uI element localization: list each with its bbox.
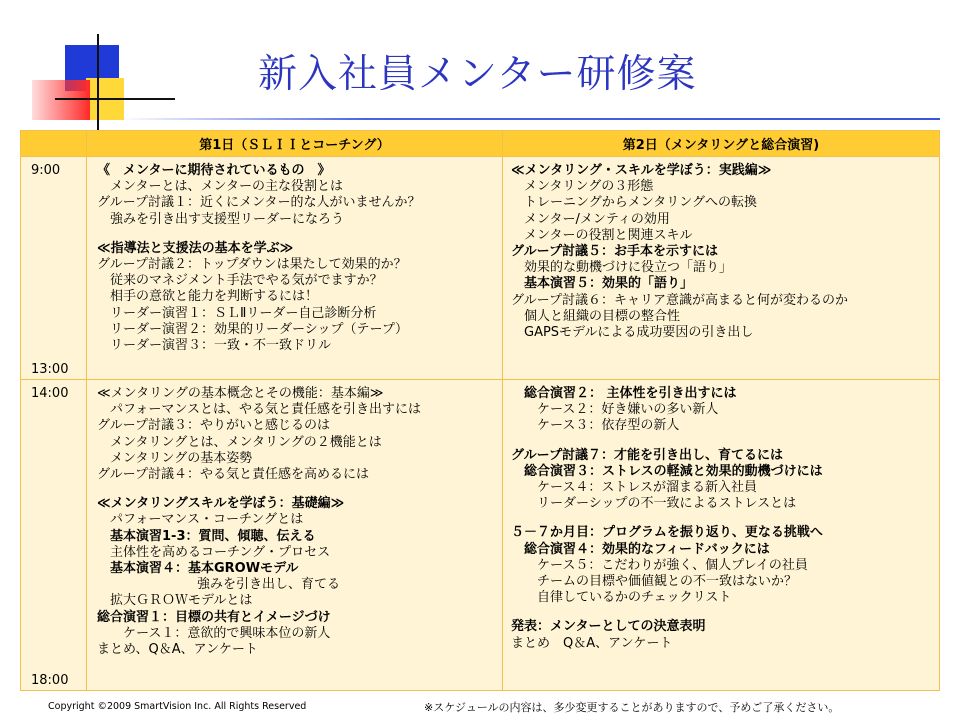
logo-red-square [32, 80, 90, 120]
schedule-line: 拡大ＧＲＯＷモデルとは [110, 593, 253, 609]
schedule-line: ケース２：好き嫌いの多い新人 [537, 402, 719, 418]
blank-line [511, 435, 939, 448]
schedule-line: 自律しているかのチェックリスト [537, 590, 732, 606]
morning-row [21, 157, 940, 380]
schedule-line: グループ討議２：トップダウンは果たして効果的か？ [97, 257, 407, 273]
day1-afternoon-content [87, 380, 502, 658]
schedule-line: 基本演習1-3：質問、傾聴、伝える [110, 528, 316, 544]
schedule-line: まとめ、Q＆A、アンケート [97, 642, 258, 658]
time-start: 14:00 [31, 386, 69, 401]
schedule-line: メンタリングの３形態 [524, 179, 654, 195]
schedule-line: 総合演習１：目標の共有とイメージづけ [97, 609, 331, 625]
schedule-line: 総合演習２： 主体性を引き出すには [524, 386, 737, 401]
schedule-line: リーダー演習２：効果的リーダーシップ（テープ） [110, 321, 408, 337]
schedule-line: ≪指導法と支援法の基本を学ぶ≫ [97, 240, 294, 256]
schedule-line: グループ討議７：才能を引き出し、育てるには [511, 447, 783, 463]
day2-afternoon-content [503, 380, 939, 652]
blank-line [97, 483, 502, 496]
schedule-line: リーダーシップの不一致によるストレスとは [537, 496, 797, 512]
schedule-line: グループ討議１：近くにメンター的な人がいませんか？ [97, 195, 421, 211]
schedule-line: リーダー演習３：一致・不一致ドリル [110, 338, 332, 354]
schedule-line: 効果的な動機づけに役立つ「語り」 [524, 260, 733, 276]
schedule-line: ケース５：こだわりが強く、個人プレイの社員 [537, 557, 808, 573]
schedule-line: 発表：メンターとしての決意表明 [511, 619, 706, 635]
schedule-line: ≪メンタリングスキルを学ぼう：基礎編≫ [97, 496, 345, 512]
schedule-line: 強みを引き出し、育てる [197, 577, 341, 593]
afternoon-row [21, 380, 940, 691]
time-start: 9:00 [31, 163, 61, 178]
day2-afternoon-cell [503, 380, 940, 691]
schedule-line: メンター/メンティの効用 [524, 211, 670, 227]
blank-line [97, 228, 502, 241]
schedule-note: ※スケジュールの内容は、多少変更することがありますので、予めご了承ください。 [424, 701, 840, 714]
schedule-line: メンターとは、メンターの主な役割とは [110, 179, 343, 195]
schedule-line: リーダー演習１：ＳＬⅡリーダー自己診断分析 [110, 305, 377, 321]
schedule-line: メンターの役割と関連スキル [524, 227, 693, 243]
logo-vertical-line [97, 34, 99, 130]
schedule-line: ケース３：依存型の新人 [537, 418, 680, 434]
schedule-line: メンタリングの基本姿勢 [110, 450, 253, 466]
schedule-line: グループ討議６：キャリア意識が高まると何が変わるのか [511, 292, 848, 308]
schedule-line: 総合演習３：ストレスの軽減と効果的動機づけには [524, 463, 823, 479]
time-cell-morning [21, 157, 87, 380]
schedule-line: 強みを引き出す支援型リーダーになろう [110, 211, 345, 227]
schedule-line: 基本演習５：効果的「語り」 [524, 276, 694, 292]
copyright-text: Copyright ©2009 SmartVision Inc. All Rights Reserved [48, 701, 307, 712]
schedule-line: 従来のマネジメント手法でやる気がでますか？ [110, 273, 383, 289]
schedule-line: 総合演習４：効果的なフィードバックには [524, 541, 770, 557]
time-end: 13:00 [31, 362, 69, 377]
day1-afternoon-cell [87, 380, 503, 691]
day1-morning-cell [87, 157, 503, 380]
schedule-line: 主体性を高めるコーチング・プロセス [110, 544, 331, 560]
day2-morning-cell [503, 157, 940, 380]
schedule-line: 相手の意欲と能力を判断するには！ [110, 289, 319, 305]
schedule-line: 基本演習４：基本GROWモデル [110, 561, 299, 577]
day2-morning-content [503, 157, 939, 341]
schedule-line: パフォーマンス・コーチングとは [110, 512, 304, 528]
schedule-line: 《 メンターに期待されているもの 》 [97, 163, 331, 178]
schedule-line: ケース１：意欲的で興味本位の新人 [123, 625, 331, 641]
schedule-line: ケース４：ストレスが溜まる新入社員 [537, 480, 757, 496]
schedule-line: 個人と組織の目標の整合性 [524, 308, 681, 324]
day1-morning-content [87, 157, 502, 354]
schedule-line: グループ討議４：やる気と責任感を高めるには [97, 467, 369, 483]
slide-title: 新入社員メンター研修案 [258, 52, 697, 97]
schedule-line: グループ討議５：お手本を示すには [511, 244, 718, 260]
schedule-line: トレーニングからメンタリングへの転換 [524, 195, 757, 211]
blank-line [511, 512, 939, 525]
header-row [21, 131, 940, 157]
schedule-table [20, 130, 940, 691]
schedule-line: パフォーマンスとは、やる気と責任感を引き出すには [110, 402, 421, 418]
schedule-line: グループ討議３：やりがいと感じるのは [97, 418, 330, 434]
schedule-line: ≪メンタリングの基本概念とその機能：基本編≫ [97, 386, 384, 401]
header-day2: 第2日（メンタリングと総合演習) [503, 131, 940, 157]
schedule-line: ≪メンタリング・スキルを学ぼう：実践編≫ [511, 163, 772, 178]
schedule-line: メンタリングとは、メンタリングの２機能とは [110, 434, 382, 450]
schedule-line: まとめ Q＆A、アンケート [511, 635, 673, 651]
time-end: 18:00 [31, 673, 69, 688]
header-day1: 第1日（ＳＬＩＩとコーチング） [87, 131, 503, 157]
logo-horizontal-line [55, 98, 175, 100]
header-time [21, 131, 87, 157]
schedule-line: GAPSモデルによる成功要因の引き出し [524, 325, 754, 341]
blank-line [511, 606, 939, 619]
schedule-line: チームの目標や価値観との不一致はないか？ [537, 574, 798, 590]
time-cell-afternoon [21, 380, 87, 691]
title-underline [120, 118, 940, 120]
schedule-line: ５－７か月目：プログラムを振り返り、更なる挑戦へ [511, 525, 823, 541]
